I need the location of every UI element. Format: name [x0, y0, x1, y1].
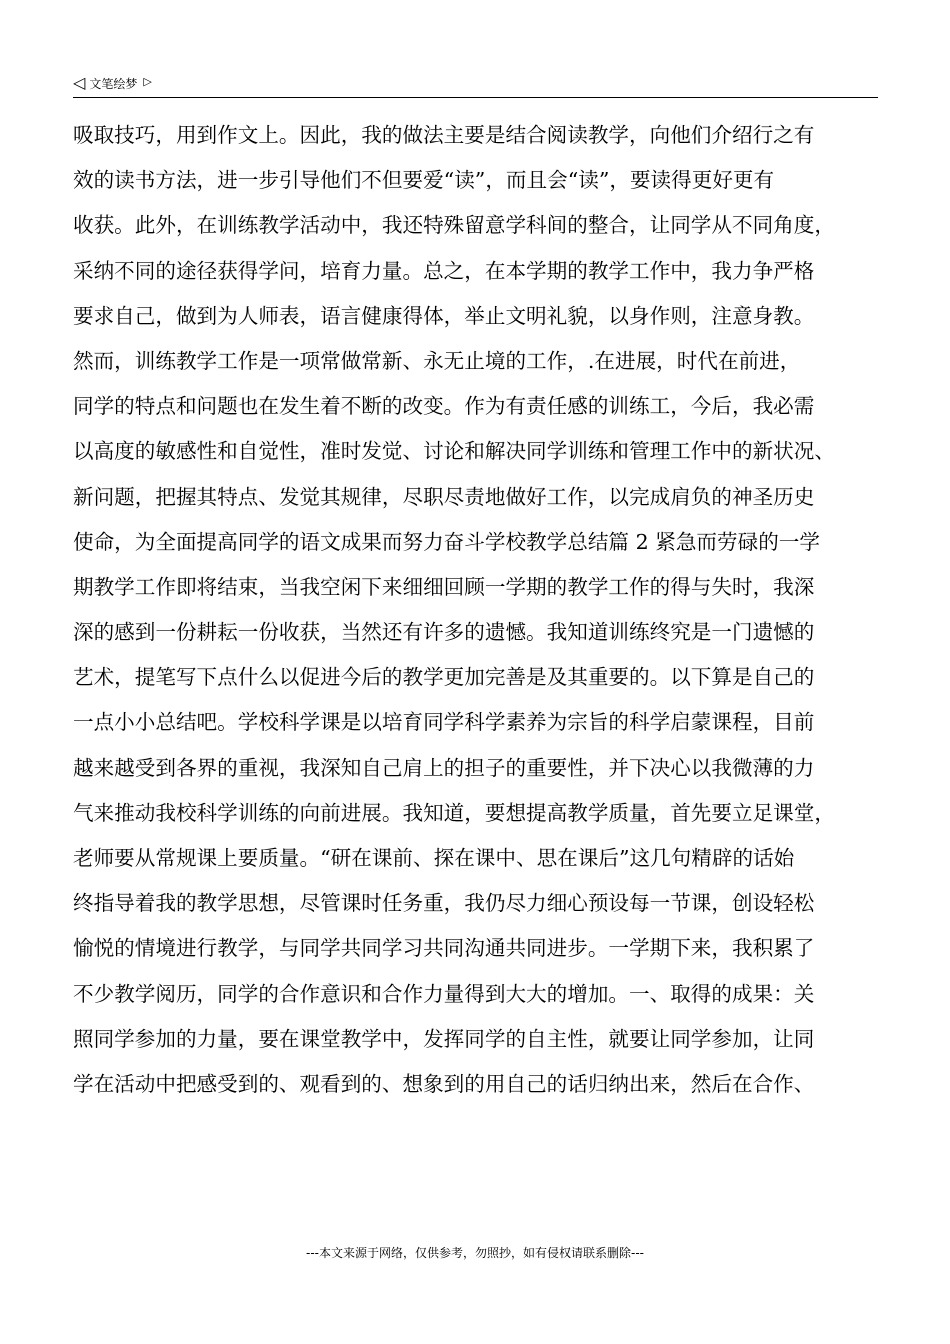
right-triangle-icon: ▷: [143, 74, 152, 88]
text-line: 愉悦的情境进行教学，与同学共同学习共同沟通共同进步。一学期下来，我积累了: [73, 936, 815, 961]
text-line: 新问题，把握其特点、发觉其规律，尽职尽责地做好工作，以完成肩负的神圣历史: [73, 484, 815, 509]
text-line: 收获。此外，在训练教学活动中，我还特殊留意学科间的整合，让同学从不同角度，: [73, 213, 835, 238]
text-line: 不少教学阅历，同学的合作意识和合作力量得到大大的增加。一、取得的成果：关: [73, 981, 815, 1006]
text-line: 要求自己，做到为人师表，语言健康得体，举止文明礼貌，以身作则，注意身教。: [73, 303, 815, 328]
text-line: 效的读书方法，进一步引导他们不但要爱“读”，而且会“读”，要读得更好更有: [73, 168, 775, 193]
text-line: 学在活动中把感受到的、观看到的、想象到的用自己的话归纳出来，然后在合作、: [73, 1071, 815, 1096]
text-line: 气来推动我校科学训练的向前进展。我知道，要想提高教学质量，首先要立足课堂，: [73, 800, 835, 825]
text-line: 以高度的敏感性和自觉性，准时发觉、讨论和解决同学训练和管理工作中的新状况、: [73, 439, 835, 464]
text-line: 期教学工作即将结束，当我空闲下来细细回顾一学期的教学工作的得与失时，我深: [73, 574, 815, 599]
text-line: 一点小小总结吧。学校科学课是以培育同学科学素养为宗旨的科学启蒙课程，目前: [73, 710, 815, 735]
left-triangle-icon: ◁: [73, 73, 86, 92]
page-header: [73, 73, 878, 98]
header-title: 文笔绘梦: [89, 76, 138, 91]
text-line: 老师要从常规课上要质量。“研在课前、探在课中、思在课后”这几句精辟的话始: [73, 846, 795, 870]
text-line: 吸取技巧，用到作文上。因此，我的做法主要是结合阅读教学，向他们介绍行之有: [73, 123, 815, 147]
text-line: 越来越受到各界的重视，我深知自己肩上的担子的重要性，并下决心以我微薄的力: [73, 755, 815, 780]
text-line: 同学的特点和问题也在发生着不断的改变。作为有责任感的训练工，今后，我必需: [73, 394, 815, 419]
text-line: 照同学参加的力量，要在课堂教学中，发挥同学的自主性，就要让同学参加，让同: [73, 1026, 815, 1051]
text-line: 终指导着我的教学思想，尽管课时任务重，我仍尽力细心预设每一节课，创设轻松: [73, 891, 815, 916]
text-line: 然而，训练教学工作是一项常做常新、永无止境的工作，.在进展，时代在前进，: [73, 348, 801, 373]
text-line: 艺术，提笔写下点什么以促进今后的教学更加完善是及其重要的。以下算是自己的: [73, 665, 815, 690]
document-body: [73, 113, 880, 1107]
text-line: 使命，为全面提高同学的语文成果而努力奋斗学校教学总结篇 2 紧急而劳碌的一学: [73, 529, 820, 554]
text-line: 深的感到一份耕耘一份收获，当然还有许多的遗憾。我知道训练终究是一门遗憾的: [73, 620, 815, 645]
page-footer: ---本文来源于网络，仅供参考，勿照抄，如有侵权请联系删除---: [306, 1246, 644, 1260]
text-line: 采纳不同的途径获得学问，培育力量。总之，在本学期的教学工作中，我力争严格: [73, 258, 815, 283]
